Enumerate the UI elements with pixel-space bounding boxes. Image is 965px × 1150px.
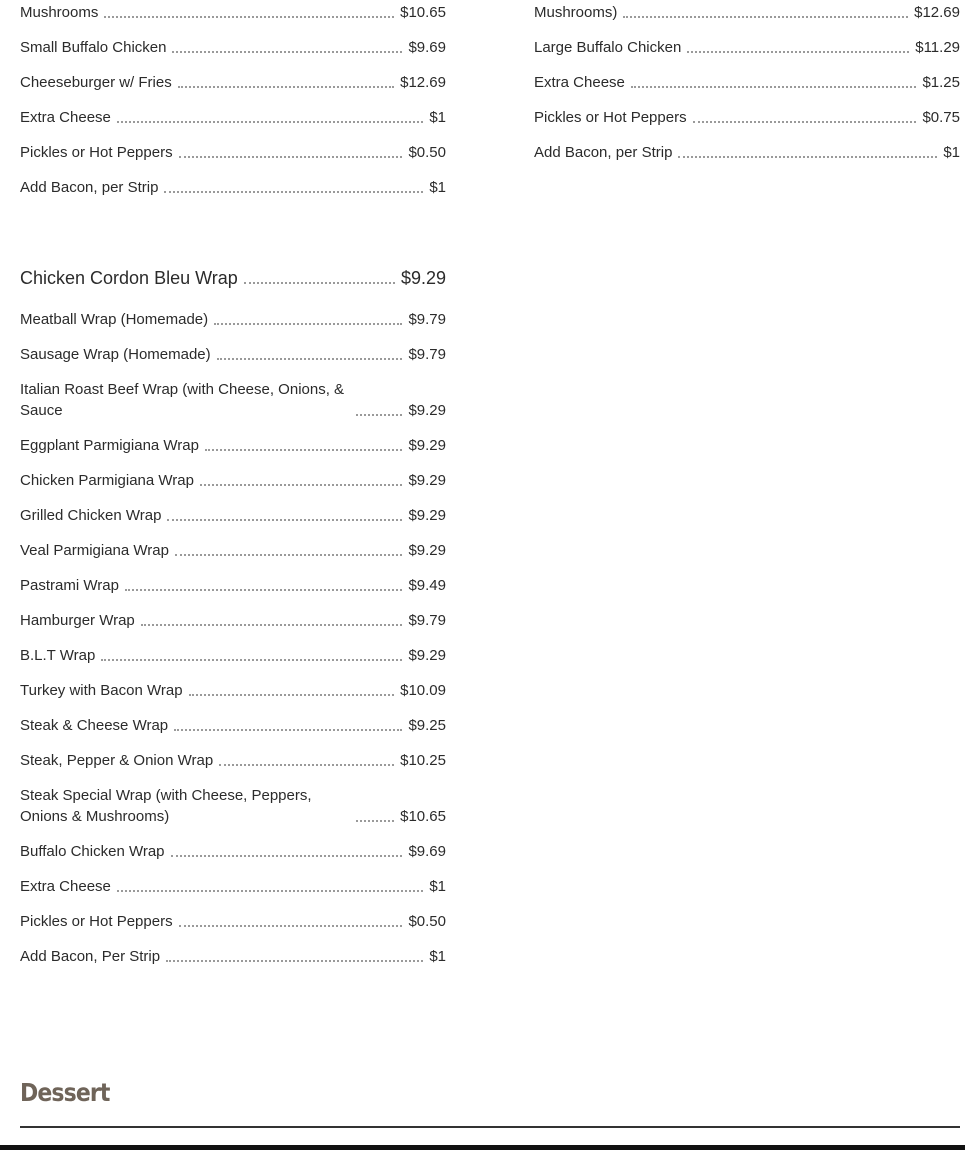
item-name: Add Bacon, Per Strip	[20, 948, 161, 965]
item-name: Pastrami Wrap	[20, 577, 119, 594]
item-price: $0.50	[408, 913, 446, 930]
item-name: Pickles or Hot Peppers	[20, 913, 173, 930]
menu-item	[20, 470, 446, 491]
item-name: Eggplant Parmigiana Wrap	[20, 437, 199, 454]
item-name: Pickles or Hot Peppers	[534, 109, 687, 126]
dot-leader	[219, 764, 394, 766]
dot-leader	[172, 51, 402, 53]
item-price: $9.79	[408, 612, 446, 629]
item-price: $10.25	[400, 752, 446, 769]
menu-item	[20, 309, 446, 330]
dot-leader	[117, 890, 423, 892]
dot-leader	[687, 51, 909, 53]
dot-leader	[101, 659, 402, 661]
item-name: Cheeseburger w/ Fries	[20, 74, 172, 91]
dot-leader	[167, 519, 402, 521]
item-name: Meatball Wrap (Homemade)	[20, 311, 209, 328]
dot-leader	[104, 16, 394, 18]
item-price: $10.65	[400, 808, 446, 825]
item-price: $11.29	[915, 39, 960, 56]
menu-item	[20, 715, 446, 736]
dot-leader	[166, 960, 423, 962]
dot-leader	[179, 156, 403, 158]
dot-leader	[200, 484, 402, 486]
menu-item	[20, 946, 446, 967]
menu-item	[20, 107, 446, 128]
menu-item	[20, 344, 446, 365]
featured-menu-item	[20, 266, 446, 290]
item-name: Steak, Pepper & Onion Wrap	[20, 752, 214, 769]
section-divider	[20, 1126, 960, 1128]
menu-item	[20, 610, 446, 631]
item-price: $9.29	[408, 402, 446, 419]
item-name: Large Buffalo Chicken	[534, 39, 682, 56]
dot-leader	[678, 156, 937, 158]
item-name: Steak Special Wrap (with Cheese, Peppers, Onions & Mushrooms)	[20, 787, 312, 825]
dot-leader	[174, 729, 402, 731]
dot-leader	[125, 589, 403, 591]
page-bottom-bar	[0, 1145, 965, 1150]
dot-leader	[141, 624, 403, 626]
item-price: $1	[429, 878, 446, 895]
dot-leader	[175, 554, 402, 556]
dot-leader	[164, 191, 423, 193]
item-price: $9.29	[408, 647, 446, 664]
item-name: Italian Roast Beef Wrap (with Cheese, Onions, & Sauce	[20, 381, 345, 419]
item-price: $1	[943, 144, 960, 161]
item-name: Chicken Cordon Bleu Wrap	[20, 268, 238, 288]
menu-item	[534, 37, 960, 58]
item-price: $10.65	[400, 4, 446, 21]
item-name: Grilled Chicken Wrap	[20, 507, 162, 524]
menu-item	[534, 72, 960, 93]
menu-item	[20, 37, 446, 58]
item-price: $9.69	[408, 843, 446, 860]
menu-item	[20, 2, 446, 23]
item-name: Turkey with Bacon Wrap	[20, 682, 183, 699]
item-name: Chicken Parmigiana Wrap	[20, 472, 194, 489]
menu-item	[20, 505, 446, 526]
menu-item	[20, 876, 446, 897]
item-name: Small Buffalo Chicken	[20, 39, 167, 56]
dot-leader	[356, 414, 402, 416]
item-name: Extra Cheese	[20, 878, 111, 895]
item-price: $9.69	[408, 39, 446, 56]
item-price: $9.29	[408, 542, 446, 559]
menu-item	[534, 2, 960, 23]
item-price: $9.29	[408, 472, 446, 489]
section-title-dessert: Dessert	[20, 1078, 110, 1107]
item-price: $12.69	[400, 74, 446, 91]
item-price: $9.79	[408, 311, 446, 328]
menu-item	[534, 107, 960, 128]
item-name: Pickles or Hot Peppers	[20, 144, 173, 161]
dot-leader	[189, 694, 395, 696]
item-price: $1	[429, 109, 446, 126]
dot-leader	[693, 121, 917, 123]
item-price: $0.50	[408, 144, 446, 161]
menu-item	[534, 142, 960, 163]
item-price: $9.79	[408, 346, 446, 363]
dot-leader	[117, 121, 423, 123]
dot-leader	[171, 855, 403, 857]
menu-item	[20, 750, 446, 771]
menu-item	[20, 785, 446, 827]
item-name: Sausage Wrap (Homemade)	[20, 346, 211, 363]
item-price: $9.49	[408, 577, 446, 594]
menu-item	[20, 435, 446, 456]
menu-item	[20, 680, 446, 701]
item-name: Add Bacon, per Strip	[20, 179, 159, 196]
menu-item	[20, 177, 446, 198]
item-price: $0.75	[922, 109, 960, 126]
menu-item	[20, 911, 446, 932]
dot-leader	[356, 820, 394, 822]
item-price: $10.09	[400, 682, 446, 699]
item-price: $1	[429, 948, 446, 965]
menu-item	[20, 540, 446, 561]
item-name: Extra Cheese	[534, 74, 625, 91]
dot-leader	[631, 86, 917, 88]
item-price: $9.29	[408, 507, 446, 524]
menu-item	[20, 72, 446, 93]
menu-item	[20, 841, 446, 862]
item-name: Buffalo Chicken Wrap	[20, 843, 165, 860]
dot-leader	[205, 449, 402, 451]
menu-item	[20, 142, 446, 163]
dot-leader	[214, 323, 402, 325]
menu-item	[20, 575, 446, 596]
item-price: $1.25	[922, 74, 960, 91]
dot-leader	[179, 925, 403, 927]
dot-leader	[244, 282, 395, 284]
item-price: $9.29	[400, 268, 446, 288]
item-name: Extra Cheese	[20, 109, 111, 126]
item-price: $9.29	[408, 437, 446, 454]
dot-leader	[623, 16, 908, 18]
item-name: Hamburger Wrap	[20, 612, 135, 629]
dot-leader	[178, 86, 394, 88]
item-name: Veal Parmigiana Wrap	[20, 542, 169, 559]
item-price: $9.25	[408, 717, 446, 734]
item-price: $1	[429, 179, 446, 196]
item-name: Steak & Cheese Wrap	[20, 717, 169, 734]
item-name: Add Bacon, per Strip	[534, 144, 673, 161]
item-name: Mushrooms	[20, 4, 99, 21]
menu-item	[20, 379, 446, 421]
item-price: $12.69	[914, 4, 960, 21]
dot-leader	[217, 358, 403, 360]
item-name: B.L.T Wrap	[20, 647, 96, 664]
menu-item	[20, 645, 446, 666]
item-name: Mushrooms)	[534, 4, 618, 21]
